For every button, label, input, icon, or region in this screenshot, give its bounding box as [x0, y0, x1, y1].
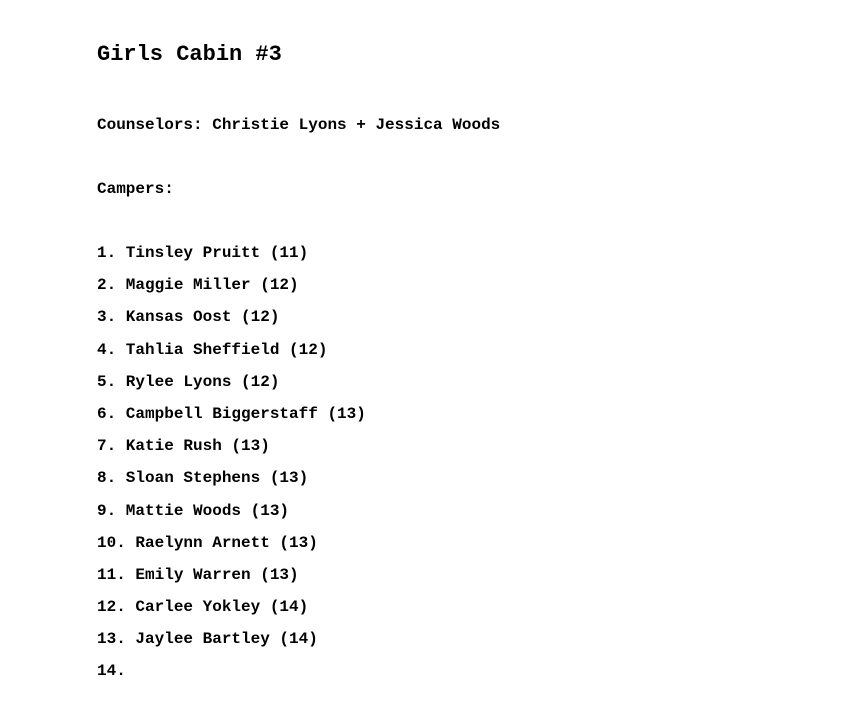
camper-item: 7. Katie Rush (13)	[97, 437, 270, 456]
camper-item: 3. Kansas Oost (12)	[97, 308, 280, 327]
cabin-title: Girls Cabin #3	[97, 42, 282, 67]
camper-item: 4. Tahlia Sheffield (12)	[97, 340, 328, 359]
camper-item: 13. Jaylee Bartley (14)	[97, 630, 318, 649]
camper-item: 5. Rylee Lyons (12)	[97, 372, 280, 391]
camper-item: 2. Maggie Miller (12)	[97, 276, 299, 295]
camper-list	[97, 243, 366, 694]
camper-item: 9. Mattie Woods (13)	[97, 501, 290, 520]
counselors-line: Counselors: Christie Lyons + Jessica Woods	[97, 116, 501, 134]
camper-item: 11. Emily Warren (13)	[97, 565, 299, 584]
camper-item: 1. Tinsley Pruitt (11)	[97, 244, 309, 262]
campers-label: Campers:	[97, 180, 174, 198]
camper-item: 14.	[97, 662, 126, 681]
camper-item: 8. Sloan Stephens (13)	[97, 469, 309, 488]
camper-item: 6. Campbell Biggerstaff (13)	[97, 404, 366, 423]
camper-item: 10. Raelynn Arnett (13)	[97, 533, 318, 552]
camper-item: 12. Carlee Yokley (14)	[97, 598, 309, 617]
